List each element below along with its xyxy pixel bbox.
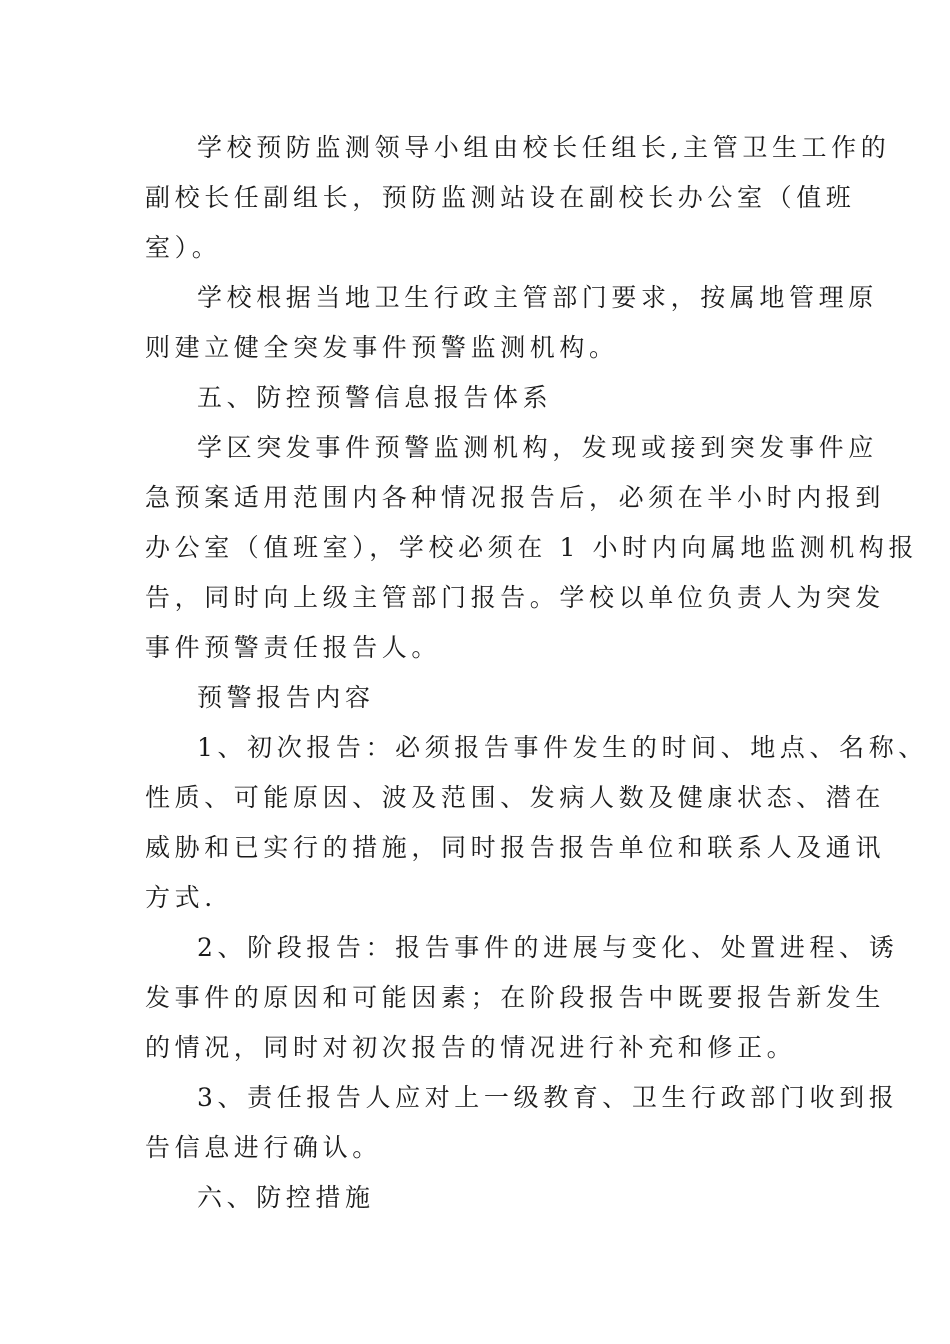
paragraph-line: 方式. xyxy=(145,883,217,912)
paragraph-line: 2、阶段报告：报告事件的进展与变化、处置进程、诱 xyxy=(197,933,899,962)
section-heading: 六、防控措施 xyxy=(197,1183,375,1212)
paragraph-line: 学校根据当地卫生行政主管部门要求，按属地管理原 xyxy=(197,283,878,312)
paragraph-line: 则建立健全突发事件预警监测机构。 xyxy=(145,333,619,362)
paragraph-line: 性质、可能原因、波及范围、发病人数及健康状态、潜在 xyxy=(145,783,886,812)
paragraph-line: 的情况，同时对初次报告的情况进行补充和修正。 xyxy=(145,1033,797,1062)
paragraph-line: 副校长任副组长，预防监测站设在副校长办公室（值班 xyxy=(145,183,856,212)
paragraph-line: 发事件的原因和可能因素；在阶段报告中既要报告新发生 xyxy=(145,983,886,1012)
paragraph-line: 告，同时向上级主管部门报告。学校以单位负责人为突发 xyxy=(145,583,886,612)
paragraph-line: 学区突发事件预警监测机构，发现或接到突发事件应 xyxy=(197,433,878,462)
paragraph-line: 办公室（值班室），学校必须在 1 小时内向属地监测机构报 xyxy=(145,533,919,562)
subsection-heading: 预警报告内容 xyxy=(197,683,375,712)
paragraph-line: 室）。 xyxy=(145,233,222,262)
paragraph-line: 3、责任报告人应对上一级教育、卫生行政部门收到报 xyxy=(197,1083,899,1112)
paragraph-line: 威胁和已实行的措施，同时报告报告单位和联系人及通讯 xyxy=(145,833,886,862)
paragraph-line: 事件预警责任报告人。 xyxy=(145,633,442,662)
paragraph-line: 1、初次报告：必须报告事件发生的时间、地点、名称、 xyxy=(197,733,928,762)
paragraph-line: 急预案适用范围内各种情况报告后，必须在半小时内报到 xyxy=(145,483,886,512)
paragraph-line: 告信息进行确认。 xyxy=(145,1133,382,1162)
paragraph-line: 学校预防监测领导小组由校长任组长,主管卫生工作的 xyxy=(197,133,891,162)
section-heading: 五、防控预警信息报告体系 xyxy=(197,383,553,412)
